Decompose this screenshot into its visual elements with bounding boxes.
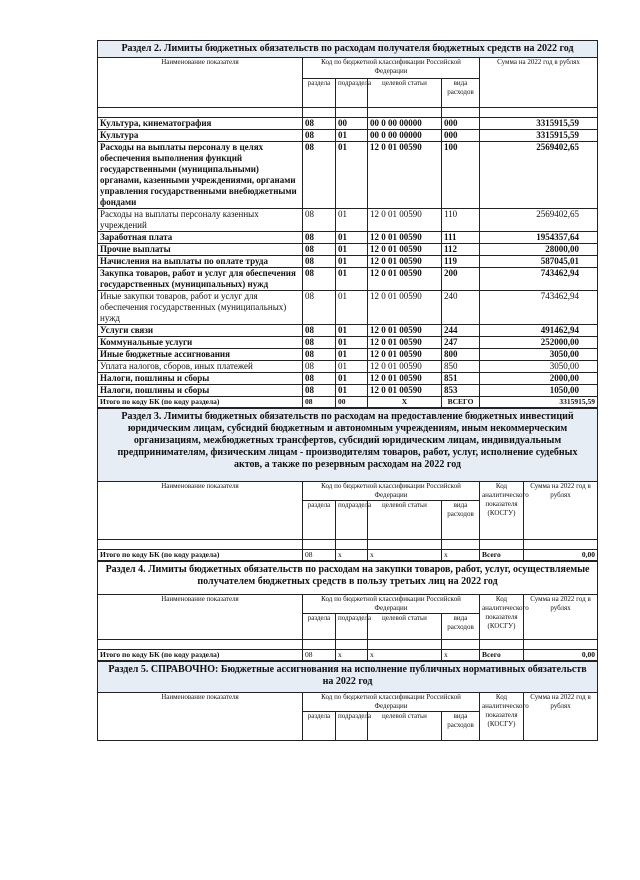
row-podrazdel: 01 [336,385,368,397]
header-podrazdel: подраздела [336,614,368,640]
row-razdel: 08 [303,130,336,142]
row-podrazdel: 01 [336,325,368,337]
row-sum: 587045,01 [480,256,598,268]
section-2-rows [98,118,598,397]
row-razdel: 08 [303,244,336,256]
row-name: Уплата налогов, сборов, иных платежей [98,361,303,373]
total-razdel: 08 [303,397,336,408]
row-razdel: 08 [303,361,336,373]
row-name: Заработная плата [98,232,303,244]
row-razdel: 08 [303,118,336,130]
row-target: 12 0 01 00590 [368,142,442,209]
section-4-total-row [98,650,598,661]
header-sum: Сумма на 2022 год в рублях [480,58,598,108]
header-target: целевой статьи [368,501,442,540]
section-3-total-row [98,550,598,561]
row-razdel: 08 [303,268,336,291]
row-sum: 2569402,65 [480,209,598,232]
row-vid: 240 [442,291,480,325]
header-podrazdel: подраздела [336,79,368,108]
row-vid: 800 [442,349,480,361]
total-vid: x [442,550,480,561]
row-razdel: 08 [303,232,336,244]
header-code: Код по бюджетной классификации Российской Федерации [303,58,480,79]
row-sum: 2569402,65 [480,142,598,209]
row-target: 12 0 01 00590 [368,256,442,268]
row-target: 00 0 00 00000 [368,118,442,130]
row-podrazdel: 01 [336,337,368,349]
row-podrazdel: 00 [336,118,368,130]
row-target: 12 0 01 00590 [368,337,442,349]
row-podrazdel: 01 [336,373,368,385]
table-row [98,349,598,361]
row-podrazdel: 01 [336,349,368,361]
row-razdel: 08 [303,385,336,397]
row-name: Прочие выплаты [98,244,303,256]
table-row [98,256,598,268]
total-sum: 0,00 [524,550,598,561]
row-sum: 1954357,64 [480,232,598,244]
row-vid: 100 [442,142,480,209]
row-vid: 119 [442,256,480,268]
section-4-table [97,561,598,661]
header-vid: вида расходов [442,79,480,108]
row-sum: 3050,00 [480,349,598,361]
row-podrazdel: 01 [336,361,368,373]
total-label: Итого по коду БК (по коду раздела) [98,397,303,408]
row-podrazdel: 01 [336,256,368,268]
header-code: Код по бюджетной классификации Российской Федерации [303,595,480,614]
row-vid: 000 [442,118,480,130]
row-razdel: 08 [303,325,336,337]
row-name: Иные закупки товаров, работ и услуг для обеспечения государственных (муниципальных) нужд [98,291,303,325]
row-razdel: 08 [303,256,336,268]
row-podrazdel: 01 [336,142,368,209]
section-5-title: Раздел 5. СПРАВОЧНО: Бюджетные ассигнования на исполнение публичных нормативных обязательств на 2022 год [98,662,598,693]
total-sum: 3315915,59 [480,397,598,408]
row-podrazdel: 01 [336,268,368,291]
header-target: целевой статьи [368,712,442,741]
total-label: Итого по коду БК (по коду раздела) [98,650,303,661]
row-name: Коммунальные услуги [98,337,303,349]
header-vid: вида расходов [442,712,480,741]
total-kosgu: Всего [480,550,524,561]
total-vid: x [442,650,480,661]
header-podrazdel: подраздела [336,712,368,741]
header-razdel: раздела [303,501,336,540]
row-sum: 743462,94 [480,268,598,291]
row-vid: 247 [442,337,480,349]
row-name: Иные бюджетные ассигнования [98,349,303,361]
header-sum: Сумма на 2022 год в рублях [524,693,598,741]
table-row [98,118,598,130]
row-razdel: 08 [303,373,336,385]
row-vid: 200 [442,268,480,291]
header-target: целевой статьи [368,79,442,108]
row-podrazdel: 01 [336,244,368,256]
row-sum: 3050,00 [480,361,598,373]
row-sum: 3315915,59 [480,130,598,142]
row-target: 12 0 01 00590 [368,361,442,373]
row-vid: 110 [442,209,480,232]
table-row [98,385,598,397]
row-sum: 252000,00 [480,337,598,349]
table-row [98,361,598,373]
row-sum: 2000,00 [480,373,598,385]
row-razdel: 08 [303,349,336,361]
row-target: 12 0 01 00590 [368,373,442,385]
table-row [98,373,598,385]
row-target: 12 0 01 00590 [368,268,442,291]
header-name: Наименование показателя [98,58,303,108]
total-kosgu: Всего [480,650,524,661]
row-target: 12 0 01 00590 [368,385,442,397]
row-sum: 3315915,59 [480,118,598,130]
row-podrazdel: 01 [336,130,368,142]
row-razdel: 08 [303,337,336,349]
section-2-title: Раздел 2. Лимиты бюджетных обязательств по расходам получателя бюджетных средств на 2022 год [98,41,598,58]
header-code: Код по бюджетной классификации Российской Федерации [303,482,480,501]
row-sum: 1050,00 [480,385,598,397]
header-vid: вида расходов [442,501,480,540]
row-name: Культура [98,130,303,142]
total-podrazdel: x [336,550,368,561]
row-target: 12 0 01 00590 [368,325,442,337]
row-podrazdel: 01 [336,209,368,232]
total-target: X [368,397,442,408]
row-name: Закупка товаров, работ и услуг для обеспечения государственных (муниципальных) нужд [98,268,303,291]
table-row [98,244,598,256]
row-name: Расходы на выплаты персоналу в целях обеспечения выполнения функций государственными (муниципальными) органами, казенными учреждениями, органами управления государственными внебюджетными фондами [98,142,303,209]
row-vid: 244 [442,325,480,337]
header-name: Наименование показателя [98,482,303,540]
row-target: 12 0 01 00590 [368,244,442,256]
row-vid: 853 [442,385,480,397]
row-vid: 000 [442,130,480,142]
table-row [98,232,598,244]
section-3-table [97,408,598,561]
table-row [98,142,598,209]
total-podrazdel: x [336,650,368,661]
header-vid: вида расходов [442,614,480,640]
row-name: Налоги, пошлины и сборы [98,373,303,385]
header-kosgu: Код аналитического показателя (КОСГУ) [480,595,524,640]
table-row [98,209,598,232]
row-podrazdel: 01 [336,232,368,244]
row-sum: 491462,94 [480,325,598,337]
row-name: Начисления на выплаты по оплате труда [98,256,303,268]
row-sum: 743462,94 [480,291,598,325]
row-razdel: 08 [303,209,336,232]
row-name: Услуги связи [98,325,303,337]
section-4-title: Раздел 4. Лимиты бюджетных обязательств по расходам на закупки товаров, работ, услуг, осуществляемые получателем бюджетных средств в пользу третьих лиц на 2022 год [98,562,598,595]
header-razdel: раздела [303,614,336,640]
total-target: x [368,550,442,561]
row-vid: 111 [442,232,480,244]
header-razdel: раздела [303,712,336,741]
header-sum: Сумма на 2022 год в рублях [524,482,598,540]
header-name: Наименование показателя [98,595,303,640]
header-kosgu: Код аналитического показателя (КОСГУ) [480,482,524,540]
header-kosgu: Код аналитического показателя (КОСГУ) [480,693,524,741]
row-sum: 28000,00 [480,244,598,256]
total-podrazdel: 00 [336,397,368,408]
row-name: Расходы на выплаты персоналу казенных учреждений [98,209,303,232]
total-razdel: 08 [303,550,336,561]
row-vid: 850 [442,361,480,373]
budget-document [97,40,597,741]
header-sum: Сумма на 2022 год в рублях [524,595,598,640]
section-5-table [97,661,598,741]
table-row [98,130,598,142]
row-target: 12 0 01 00590 [368,349,442,361]
total-target: x [368,650,442,661]
header-podrazdel: подраздела [336,501,368,540]
section-2-total-row [98,397,598,408]
row-vid: 851 [442,373,480,385]
table-row [98,291,598,325]
total-label: Итого по коду БК (по коду раздела) [98,550,303,561]
row-razdel: 08 [303,142,336,209]
table-row [98,337,598,349]
table-row [98,268,598,291]
row-name: Культура, кинематография [98,118,303,130]
row-name: Налоги, пошлины и сборы [98,385,303,397]
header-target: целевой статьи [368,614,442,640]
row-target: 12 0 01 00590 [368,209,442,232]
section-3-title: Раздел 3. Лимиты бюджетных обязательств по расходам на предоставление бюджетных инвестиций юридическим лицам, субсидий бюджетным и автономным учреждениям, иным некоммерческим организациям, межбюджетных трансфертов, субсидий юридическим лицам, индивидуальным предпринимателям, физическим лицам - производителям товаров, работ, услуг, исполнение судебных актов, а также по резервным расходам на 2022 год [98,409,598,482]
row-target: 00 0 00 00000 [368,130,442,142]
total-sum: 0,00 [524,650,598,661]
row-podrazdel: 01 [336,291,368,325]
row-vid: 112 [442,244,480,256]
total-vid: ВСЕГО [442,397,480,408]
total-razdel: 08 [303,650,336,661]
row-target: 12 0 01 00590 [368,232,442,244]
header-name: Наименование показателя [98,693,303,741]
row-razdel: 08 [303,291,336,325]
section-2-table [97,40,598,408]
header-code: Код по бюджетной классификации Российской Федерации [303,693,480,712]
row-target: 12 0 01 00590 [368,291,442,325]
table-row [98,325,598,337]
header-razdel: раздела [303,79,336,108]
